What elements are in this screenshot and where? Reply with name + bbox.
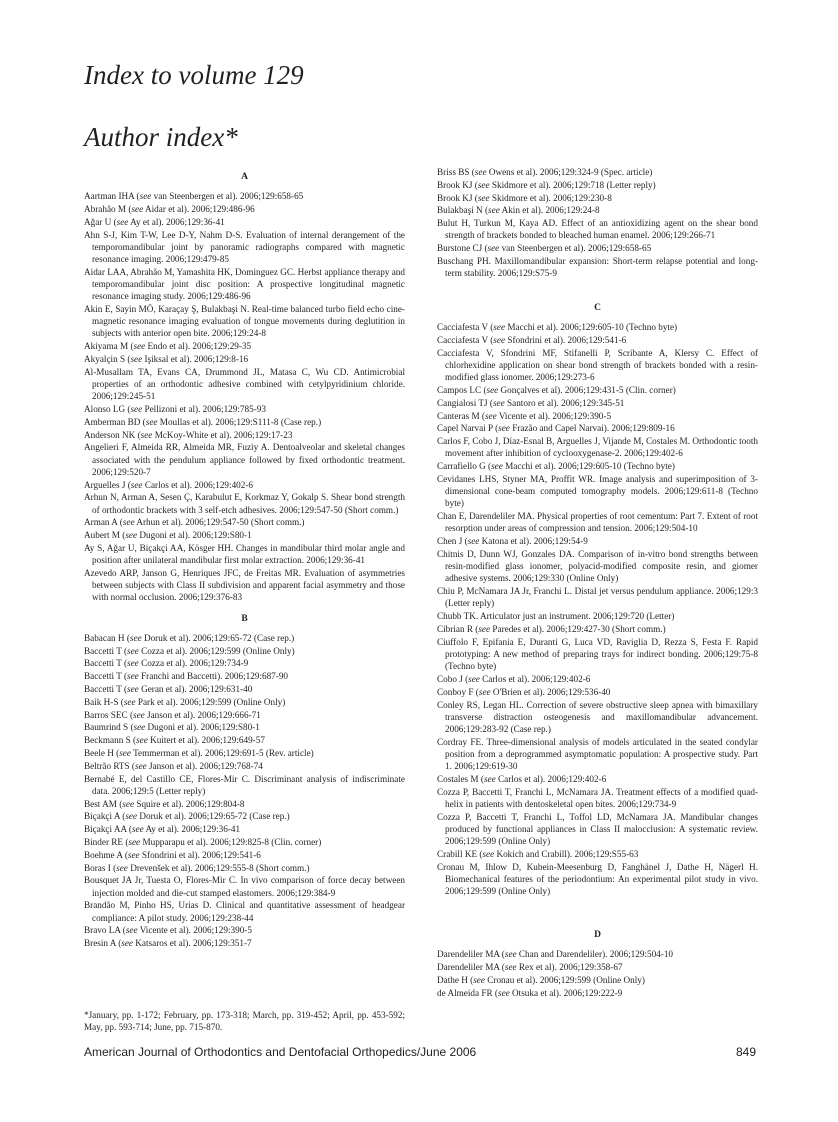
index-entry (84, 657, 405, 669)
index-entry (84, 874, 405, 898)
entry-text: Baccetti T ( (84, 645, 128, 656)
entry-text: Campos LC ( (437, 384, 487, 395)
entry-citation: Macchi et al). 2006;129:605-10 (Techno byte) (505, 322, 678, 333)
entry-text: Baik H-S ( (84, 696, 124, 707)
entry-text: Baumrind S ( (84, 722, 134, 733)
see-reference: see (478, 686, 491, 697)
see-reference: see (483, 773, 496, 784)
entry-text: Alonso LG ( (84, 404, 131, 414)
see-reference: see (491, 461, 503, 472)
see-reference: see (116, 862, 128, 873)
entry-citation: Aidar et al). 2006;129:486-96 (143, 204, 255, 214)
entry-text: Chan E, Darendeliler MA. Physical properties of root cementum: Part 7. Extent of root resorption under areas of compression and tension. 2006;129:504-10 (437, 511, 758, 534)
entry-citation: Pellizoni et al). 2006;129:785-93 (142, 404, 266, 414)
entry-text: Baccetti T ( (84, 683, 128, 694)
index-entry (84, 709, 405, 721)
entry-citation: Moullas et al). 2006;129:S111-8 (Case rep.) (157, 416, 322, 427)
entry-citation: Carlos et al). 2006;129:402-6 (495, 773, 607, 784)
index-entry (84, 491, 405, 515)
entry-citation: Cozza et al). 2006;129:599 (Online Only) (138, 645, 295, 656)
entry-citation: Kokich and Crabill). 2006;129:S55-63 (494, 848, 639, 859)
index-entry (84, 683, 405, 695)
entry-text: Cobo J ( (437, 673, 469, 684)
entry-citation: Geran et al). 2006;129:631-40 (138, 683, 253, 694)
see-reference: see (467, 536, 480, 547)
entry-text: Ciuffolo F, Epifania E, Duranti G, Luca VD, Raviglia D, Rezza S, Festa F. Rapid prototyping: A new method of preparing trays for indirect bonding. 2006;129:75-8 (Techno byte) (437, 636, 758, 672)
entry-citation: Sfondrini et al). 2006;129:541-6 (139, 849, 261, 860)
entry-citation: Carlos et al). 2006;129:402-6 (479, 673, 591, 684)
entry-text: Biçakçi A ( (84, 811, 126, 822)
see-reference: see (486, 384, 499, 395)
see-reference: see (139, 191, 152, 202)
entry-citation: Cronau et al). 2006;129:599 (Online Only) (484, 974, 645, 985)
section-letter: B (241, 613, 248, 624)
entry-text: Binder RE ( (84, 836, 129, 847)
index-entry (437, 384, 758, 396)
see-reference: see (133, 709, 145, 720)
entry-citation: Dugoni et al). 2006;129:S80-1 (145, 722, 260, 733)
index-entry (84, 924, 405, 936)
see-reference: see (122, 517, 135, 528)
entry-text: Akiyama M ( (84, 341, 134, 352)
entry-citation: Ay et al). 2006;129:36-41 (128, 216, 225, 227)
index-entry (437, 255, 758, 279)
entry-text: Darendeliler MA ( (437, 961, 505, 972)
entry-text: Cacciafesta V, Sfondrini MF, Stifanelli P, Scribante A, Klersy C. Effect of chlorhexidine application on shear bond strength of brackets bonded with a resin-modified glass ionomer. 2006;129:273-6 (437, 347, 758, 383)
index-entry (437, 410, 758, 422)
entry-text: Conley RS, Legan HL. Correction of severe obstructive sleep apnea with bimaxillary transverse distraction osteogenesis and maxillomandibular advancement. 2006;129:283-92 (Case rep.) (437, 699, 758, 734)
index-entry (84, 645, 405, 657)
index-entry (84, 670, 405, 682)
index-entry (437, 811, 758, 848)
index-entry (437, 397, 758, 409)
entry-citation: Akin et al). 2006;129:24-8 (499, 205, 600, 216)
index-entry (84, 760, 405, 772)
index-entry (437, 204, 758, 216)
entry-text: Boehme A ( (84, 849, 128, 860)
entry-text: Cangialosi TJ ( (437, 397, 493, 408)
see-reference: see (127, 645, 139, 656)
entry-citation: Skidmore et al). 2006;129:718 (Letter reply) (489, 179, 656, 190)
index-entry (437, 435, 758, 459)
index-entry (437, 347, 758, 384)
index-entry (84, 441, 405, 478)
entry-text: Bresin A ( (84, 938, 122, 949)
index-entry (84, 353, 405, 365)
index-entry (84, 542, 405, 566)
index-entry (84, 266, 405, 303)
index-entry (84, 416, 405, 428)
entry-text: Anderson NK ( (84, 429, 141, 440)
entry-text: Buschang PH. Maxillomandibular expansion: Short-term relapse potential and long-term stability. 2006;129:S75-9 (437, 255, 758, 279)
see-reference: see (129, 632, 142, 643)
page-title: Index to volume 129 (84, 60, 304, 90)
entry-citation: Vicente et al). 2006;129:390-5 (137, 925, 252, 936)
see-reference: see (487, 243, 500, 254)
entry-text: Ahn S-J, Kim T-W, Lee D-Y, Nahm D-S. Evaluation of internal derangement of the temporomandibular joint by panoramic radiographs compared with magnetic resonance imaging. 2006;129:479-85 (84, 229, 405, 264)
entry-text: Bulut H, Turkun M, Kaya AD. Effect of an antioxidizing agent on the shear bond strength of brackets bonded to bleached human enamel. 2006;129:266-71 (437, 218, 758, 241)
entry-text: Cacciafesta V ( (437, 334, 494, 345)
entry-citation: Squire et al). 2006;129:804-8 (134, 798, 245, 809)
entry-text: Arguelles J ( (84, 479, 131, 490)
section-letter: A (241, 172, 248, 182)
entry-citation: Dugoni et al). 2006;129:S80-1 (137, 530, 252, 541)
entry-text: Darendeliler MA ( (437, 949, 505, 960)
index-entry (84, 849, 405, 861)
see-reference: see (119, 747, 131, 758)
see-reference: see (131, 204, 144, 214)
index-entry (437, 786, 758, 810)
see-reference: see (133, 341, 146, 352)
entry-citation: Cozza et al). 2006;129:734-9 (138, 658, 249, 669)
index-entry (437, 166, 758, 178)
entry-citation: Vicente et al). 2006;129:390-5 (496, 410, 612, 421)
entry-text: Cordray FE. Three-dimensional analysis of models articulated in the seated condylar position from a deprogrammed asymptomatic population: A prospective study. Part 1. 2006;129:619-30 (437, 736, 758, 772)
see-reference: see (135, 760, 147, 771)
section-letter: D (594, 929, 601, 940)
see-reference: see (493, 334, 506, 345)
entry-text: Bernabé E, del Castillo CE, Flores-Mir C. Discriminant analysis of indiscriminate data. 2006;129:5 (Letter reply) (84, 773, 405, 796)
index-entry (84, 734, 405, 746)
see-reference: see (125, 530, 138, 541)
see-reference: see (125, 811, 138, 822)
index-entry (84, 747, 405, 759)
left-column (84, 168, 405, 950)
see-reference: see (123, 696, 136, 707)
entry-citation: Macchi et al). 2006;129:605-10 (Techno byte) (502, 461, 675, 472)
entry-text: Biçakçi AA ( (84, 824, 132, 835)
entry-text: Akyalçin S ( (84, 354, 131, 364)
see-reference: see (468, 673, 480, 684)
entry-citation: O'Brien et al). 2006;129:536-40 (490, 686, 611, 697)
entry-citation: Drevenšek et al). 2006;129:555-8 (Short comm.) (127, 862, 310, 873)
index-entry (437, 686, 758, 698)
entry-citation: Endo et al). 2006;129:29-35 (145, 341, 252, 352)
see-reference: see (130, 404, 143, 414)
entry-text: Bulakbaşi N ( (437, 205, 489, 216)
entry-text: Barros SEC ( (84, 709, 133, 720)
entry-text: Capel Narvai P ( (437, 423, 499, 434)
index-entry (84, 403, 405, 415)
entry-text: Aidar LAA, Abrahão M, Yamashita HK, Dominguez GC. Herbst appliance therapy and temporomandibular joint disc position: A prospective longitudinal magnetic resonance imaging study. 2006;129:486-96 (84, 266, 405, 302)
entry-text: Amberman BD ( (84, 416, 146, 427)
index-entry (84, 810, 405, 822)
index-entry (437, 948, 758, 960)
entry-text: Briss BS ( (437, 167, 475, 177)
entry-text: Crabill KE ( (437, 848, 483, 859)
entry-text: Brook KJ ( (437, 192, 478, 203)
section-title: Author index* (84, 122, 238, 152)
index-entry (437, 987, 758, 999)
index-entry (437, 736, 758, 773)
entry-text: Bousquet JA Jr, Tuesta O, Flores-Mir C. In vivo comparison of force decay between injection molded and die-cut stamped elastomers. 2006;129:384-9 (84, 875, 405, 898)
see-reference: see (130, 354, 143, 364)
see-reference: see (504, 949, 517, 960)
entry-text: Brandão M, Pinho HS, Urias D. Clinical and quantitative assessment of headgear compliance: A pilot study. 2006;129:238-44 (84, 900, 405, 923)
see-reference: see (127, 658, 139, 669)
index-entry (84, 773, 405, 797)
entry-text: Costales M ( (437, 773, 484, 784)
entry-text: Cevidanes LHS, Styner MA, Proffit WR. Image analysis and superimposition of 3-dimensional cone-beam computed tomography models. 2006;129:611-8 (Techno byte) (437, 473, 758, 509)
entry-citation: Owens et al). 2006;129:324-9 (Spec. article) (486, 167, 653, 177)
see-reference: see (140, 429, 153, 440)
entry-text: Bravo LA ( (84, 925, 126, 936)
entry-citation: Skidmore et al). 2006;129:230-8 (489, 192, 612, 203)
see-reference: see (127, 683, 139, 694)
entry-text: Al-Musallam TA, Evans CA, Drummond JL, Matasa C, Wu CD. Antimicrobial properties of an orthodontic adhesive combined with cetylpyridinium chloride. 2006;129:245-51 (84, 366, 405, 402)
entry-citation: McKoy-White et al). 2006;129:17-23 (152, 429, 293, 440)
see-reference: see (125, 925, 138, 936)
index-entry (84, 937, 405, 949)
entry-text: Brook KJ ( (437, 179, 478, 190)
entry-citation: van Steenbergen et al). 2006;129:658-65 (151, 191, 304, 202)
index-entry (437, 217, 758, 241)
entry-citation: Katsaros et al). 2006;129:351-7 (133, 938, 252, 949)
see-reference: see (136, 735, 148, 746)
index-entry (437, 848, 758, 860)
index-entry (84, 567, 405, 604)
index-entry (84, 862, 405, 874)
index-entry (437, 510, 758, 534)
entry-text: Ağar U ( (84, 216, 117, 227)
entry-text: Carrafiello G ( (437, 461, 492, 472)
index-section (84, 613, 405, 950)
entry-citation: Janson et al). 2006;129:666-71 (144, 709, 261, 720)
page-number: 849 (735, 1045, 756, 1059)
index-entry (84, 203, 405, 215)
entry-text: Conboy F ( (437, 686, 479, 697)
see-reference: see (131, 824, 144, 835)
index-entry (437, 974, 758, 986)
entry-citation: Santoro et al). 2006;129:345-51 (504, 397, 625, 408)
see-reference: see (121, 938, 133, 949)
index-entry (84, 632, 405, 644)
see-reference: see (116, 216, 129, 227)
index-entry (84, 340, 405, 352)
see-reference: see (493, 322, 506, 333)
entry-text: Cozza P, Baccetti T, Franchi L, Toffol LD, McNamara JA. Mandibular changes produced by functional appliances in Class II malocclusion: A systematic review. 2006;129:599 (Online Only) (437, 811, 758, 847)
index-entry (84, 479, 405, 491)
index-entry (437, 179, 758, 191)
see-reference: see (127, 671, 139, 682)
entry-text: Best AM ( (84, 798, 123, 809)
entry-citation: Carlos et al). 2006;129:402-6 (142, 479, 254, 490)
entry-citation: Gonçalves et al). 2006;129:431-5 (Clin. corner) (498, 384, 676, 395)
entry-text: Chiu P, McNamara JA Jr, Franchi L. Distal jet versus pendulum appliance. 2006;129:3 (Letter reply) (437, 586, 758, 609)
index-entry (84, 529, 405, 541)
index-section (437, 166, 758, 279)
see-reference: see (128, 836, 141, 847)
index-entry (437, 861, 758, 898)
see-reference: see (482, 848, 495, 859)
index-entry (84, 836, 405, 848)
index-entry (437, 473, 758, 510)
entry-citation: Mupparapu et al). 2006;129:825-8 (Clin. corner) (140, 836, 322, 847)
see-reference: see (478, 623, 491, 634)
entry-text: Azevedo ARP, Janson G, Henriques JFC, de Freitas MR. Evaluation of asymmetries between subjects with Class II subdivision and apparent facial asymmetry and those with normal occlusion. 2006;129:376-83 (84, 567, 405, 603)
index-entry (84, 823, 405, 835)
index-entry (437, 422, 758, 434)
index-entry (437, 623, 758, 635)
entry-text: Angelieri F, Almeida RR, Almeida MR, Fuziy A. Dentoalveolar and skeletal changes associated with the pendulum appliance followed by fixed orthodontic treatment. 2006;129:520-7 (84, 442, 405, 477)
entry-text: Baccetti T ( (84, 671, 128, 682)
entry-text: Cacciafesta V ( (437, 322, 494, 333)
see-reference: see (477, 179, 490, 190)
see-reference: see (122, 798, 135, 809)
index-entry (437, 334, 758, 346)
entry-citation: Kuitert et al). 2006;129:649-57 (147, 735, 265, 746)
entry-citation: Paredes et al). 2006;129:427-30 (Short comm.) (490, 623, 666, 634)
index-entry (84, 229, 405, 266)
entry-text: Beckmann S ( (84, 735, 137, 746)
index-entry (437, 321, 758, 333)
entry-text: Canteras M ( (437, 410, 485, 421)
entry-text: Abrahão M ( (84, 204, 132, 214)
index-entry (84, 190, 405, 202)
entry-text: Boras I ( (84, 862, 117, 873)
index-entry (84, 798, 405, 810)
see-reference: see (498, 987, 510, 998)
entry-citation: van Steenbergen et al). 2006;129:658-65 (499, 243, 652, 254)
see-reference: see (488, 205, 500, 216)
entry-text: Arhun N, Arman A, Sesen Ç, Karabulut E, Korkmaz Y, Gokalp S. Shear bond strength of orthodontic brackets with 3 self-etch adhesives. 2006;129:547-50 (Short comm.) (84, 492, 405, 515)
entry-text: Dathe H ( (437, 974, 474, 985)
entry-citation: Sfondrini et al). 2006;129:541-6 (505, 334, 627, 345)
entry-text: Carlos F, Cobo J, Díaz-Esnal B, Arguelles J, Vijande M, Costales M. Orthodontic tooth movement after inhibition of cyclooxygenase-2. 2006;129:402-6 (437, 436, 758, 459)
index-entry (437, 699, 758, 736)
entry-citation: Chan and Darendeliler). 2006;129:504-10 (516, 949, 674, 960)
see-reference: see (484, 410, 497, 421)
index-section (437, 280, 758, 897)
index-entry (437, 242, 758, 254)
entry-citation: Arhun et al). 2006;129:547-50 (Short comm.) (134, 517, 305, 528)
index-section (84, 171, 405, 604)
entry-citation: Frazão and Capel Narvai). 2006;129:809-16 (509, 423, 675, 434)
entry-text: Ay S, Ağar U, Biçakçi AA, Kösger HH. Changes in mandibular third molar angle and position after unilateral mandibular first molar extraction. 2006;129:36-41 (84, 542, 405, 566)
entry-text: Arman A ( (84, 517, 123, 528)
see-reference: see (127, 849, 140, 860)
entry-citation: Işiksal et al). 2006;129:8-16 (142, 354, 249, 364)
entry-text: Akin E, Sayin MÖ, Karaçay Ş, Bulakbaşi N. Real-time balanced turbo field echo cine-magnetic resonance imaging evaluation of tongue movements during deglutition in subjects with anterior open bite. 2006;129:24-8 (84, 304, 405, 339)
see-reference: see (473, 974, 485, 985)
index-entry (84, 366, 405, 403)
section-letter: C (594, 302, 601, 313)
entry-text: Cibrian R ( (437, 623, 479, 634)
index-entry (84, 303, 405, 340)
entry-citation: Doruk et al). 2006;129:65-72 (Case rep.) (141, 632, 295, 643)
index-entry (437, 673, 758, 685)
index-entry (84, 721, 405, 733)
see-reference: see (477, 192, 490, 203)
index-entry (437, 535, 758, 547)
entry-citation: Doruk et al). 2006;129:65-72 (Case rep.) (137, 811, 290, 822)
index-entry (437, 585, 758, 609)
entry-text: Cozza P, Baccetti T, Franchi L, McNamara JA. Treatment effects of a modified quad-helix in patients with dentoskeletal open bites. 2006;129:734-9 (437, 786, 758, 809)
entry-text: Chen J ( (437, 536, 468, 547)
index-entry (437, 548, 758, 585)
entry-text: Baccetti T ( (84, 658, 128, 669)
index-entry (437, 610, 758, 622)
see-reference: see (474, 167, 487, 177)
index-entry (84, 516, 405, 528)
entry-citation: Rex et al). 2006;129:358-67 (516, 961, 623, 972)
entry-citation: Franchi and Baccetti). 2006;129:687-90 (138, 671, 289, 682)
entry-text: Cronau M, Ihlow D, Kubein-Meesenburg D, Fanghänel J, Dathe H, Nägerl H. Biomechanical features of the periodontium: An experimental pilot study in vivo. 2006;129:599 (Online Only) (437, 861, 758, 897)
entry-text: Beltrão RTS ( (84, 760, 135, 771)
entry-citation: Otsuka et al). 2006;129:222-9 (509, 987, 623, 998)
entry-text: Aartman IHA ( (84, 191, 140, 202)
index-entry (84, 696, 405, 708)
index-entry (84, 899, 405, 923)
entry-text: Beele H ( (84, 747, 120, 758)
index-entry (437, 192, 758, 204)
index-section (437, 898, 758, 999)
entry-citation: Janson et al). 2006;129:768-74 (146, 760, 263, 771)
index-entry (84, 216, 405, 228)
entry-text: Burstone CJ ( (437, 243, 488, 254)
see-reference: see (498, 423, 510, 434)
see-reference: see (133, 722, 146, 733)
right-column (437, 166, 758, 999)
index-entry (437, 636, 758, 673)
entry-text: de Almeida FR ( (437, 987, 498, 998)
page-footer (84, 1044, 756, 1060)
see-reference: see (145, 416, 158, 427)
journal-name: American Journal of Orthodontics and Dentofacial Orthopedics/June 2006 (84, 1045, 477, 1059)
entry-text: Babacan H ( (84, 632, 130, 643)
entry-text: Chitnis D, Dunn WJ, Gonzales DA. Comparison of in-vitro bond strengths between resin-modified glass ionomer, polyacid-modified composite resin, and giomer adhesive systems. 2006;129:330 (Online Only) (437, 548, 758, 584)
index-entry (437, 773, 758, 785)
entry-citation: Park et al). 2006;129:599 (Online Only) (135, 696, 286, 707)
entry-text: Aubert M ( (84, 530, 126, 541)
index-entry (437, 460, 758, 472)
see-reference: see (130, 479, 143, 490)
entry-text: Chubb TK. Articulator just an instrument. 2006;129:720 (Letter) (437, 611, 675, 622)
index-entry (437, 961, 758, 973)
entry-citation: Temmerman et al). 2006;129:691-5 (Rev. article) (130, 747, 314, 758)
entry-citation: Ay et al). 2006;129:36-41 (143, 824, 241, 835)
footnote: *January, pp. 1-172; February, pp. 173-318; March, pp. 319-452; April, pp. 453-592; May, pp. 593-714; June, pp. 715-870. (84, 1010, 405, 1033)
see-reference: see (504, 961, 517, 972)
entry-citation: Katona et al). 2006;129:54-9 (479, 536, 588, 547)
index-entry (84, 429, 405, 441)
see-reference: see (492, 397, 505, 408)
